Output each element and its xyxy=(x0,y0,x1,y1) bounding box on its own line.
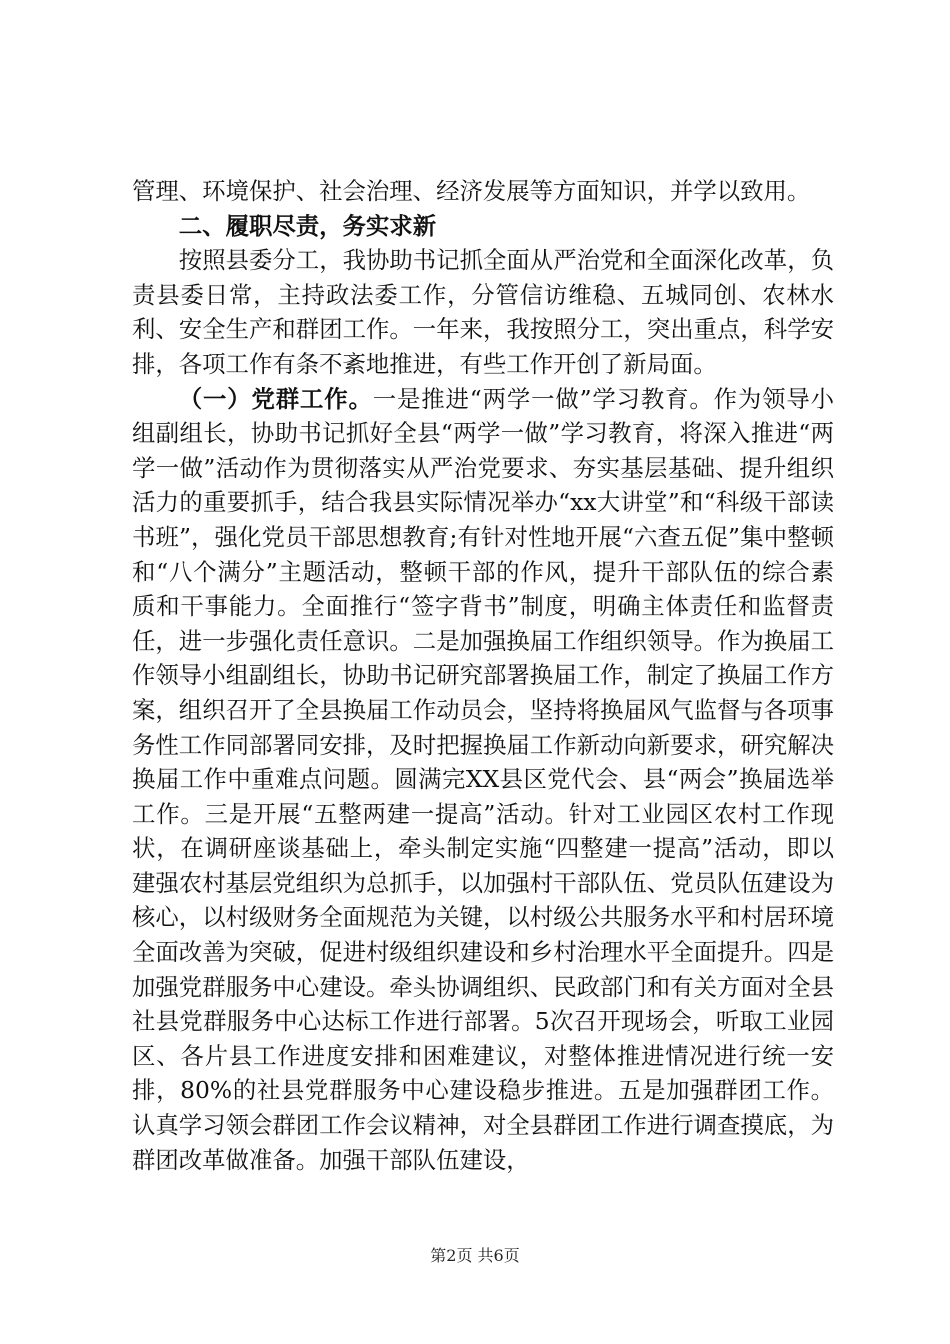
paragraph-party-work xyxy=(132,382,834,1178)
paragraph-intro: 按照县委分工，我协助书记抓全面从严治党和全面深化改革，负责县委日常，主持政法委工作，分管信访维稳、五城同创、农林水利、安全生产和群团工作。一年来，我按照分工，突出重点，科学安排，各项工作有条不紊地推进，有些工作开创了新局面。 xyxy=(132,246,834,378)
section-heading: 二、履职尽责，务实求新 xyxy=(178,211,437,240)
page-footer: 第2页 共6页 xyxy=(430,1246,520,1265)
document-body xyxy=(132,174,834,1177)
subsection-heading: （一）党群工作。 xyxy=(178,384,373,413)
paragraph-party-work-text: 一是推进“两学一做”学习教育。作为领导小组副组长，协助书记抓好全县“两学一做”学习教育，将深入推进“两学一做”活动作为贯彻落实从严治党要求、夯实基层基础、提升组织活力的重要抓手，结合我县实际情况举办“xx大讲堂”和“科级干部读书班”，强化党员干部思想教育;有针对性地开展“六查五促”集中整顿和“八个满分”主题活动，整顿干部的作风，提升干部队伍的综合素质和干事能力。全面推行“签字背书”制度，明确主体责任和监督责任，进一步强化责任意识。二是加强换届工作组织领导。作为换届工作领导小组副组长，协助书记研究部署换届工作，制定了换届工作方案，组织召开了全县换届工作动员会，坚持将换届风气监督与各项事务性工作同部署同安排，及时把握换届工作新动向新要求，研究解决换届工作中重难点问题。圆满完XX县区党代会、县“两会”换届选举工作。三是开展“五整两建一提高”活动。针对工业园区农村工作现状，在调研座谈基础上，牵头制定实施“四整建一提高”活动，即以建强农村基层党组织为总抓手，以加强村干部队伍、党员队伍建设为核心，以村级财务全面规范为关键，以村级公共服务水平和村居环境全面改善为突破，促进村级组织建设和乡村治理水平全面提升。四是加强党群服务中心建设。牵头协调组织、民政部门和有关方面对全县社县党群服务中心达标工作进行部署。5次召开现场会，听取工业园区、各片县工作进度安排和困难建议，对整体推进情况进行统一安排，80%的社县党群服务中心建设稳步推进。五是加强群团工作。认真学习领会群团工作会议精神，对全县群团工作进行调查摸底，为群团改革做准备。加强干部队伍建设， xyxy=(132,384,835,1174)
paragraph-continuation: 管理、环境保护、社会治理、经济发展等方面知识，并学以致用。 xyxy=(132,177,811,205)
